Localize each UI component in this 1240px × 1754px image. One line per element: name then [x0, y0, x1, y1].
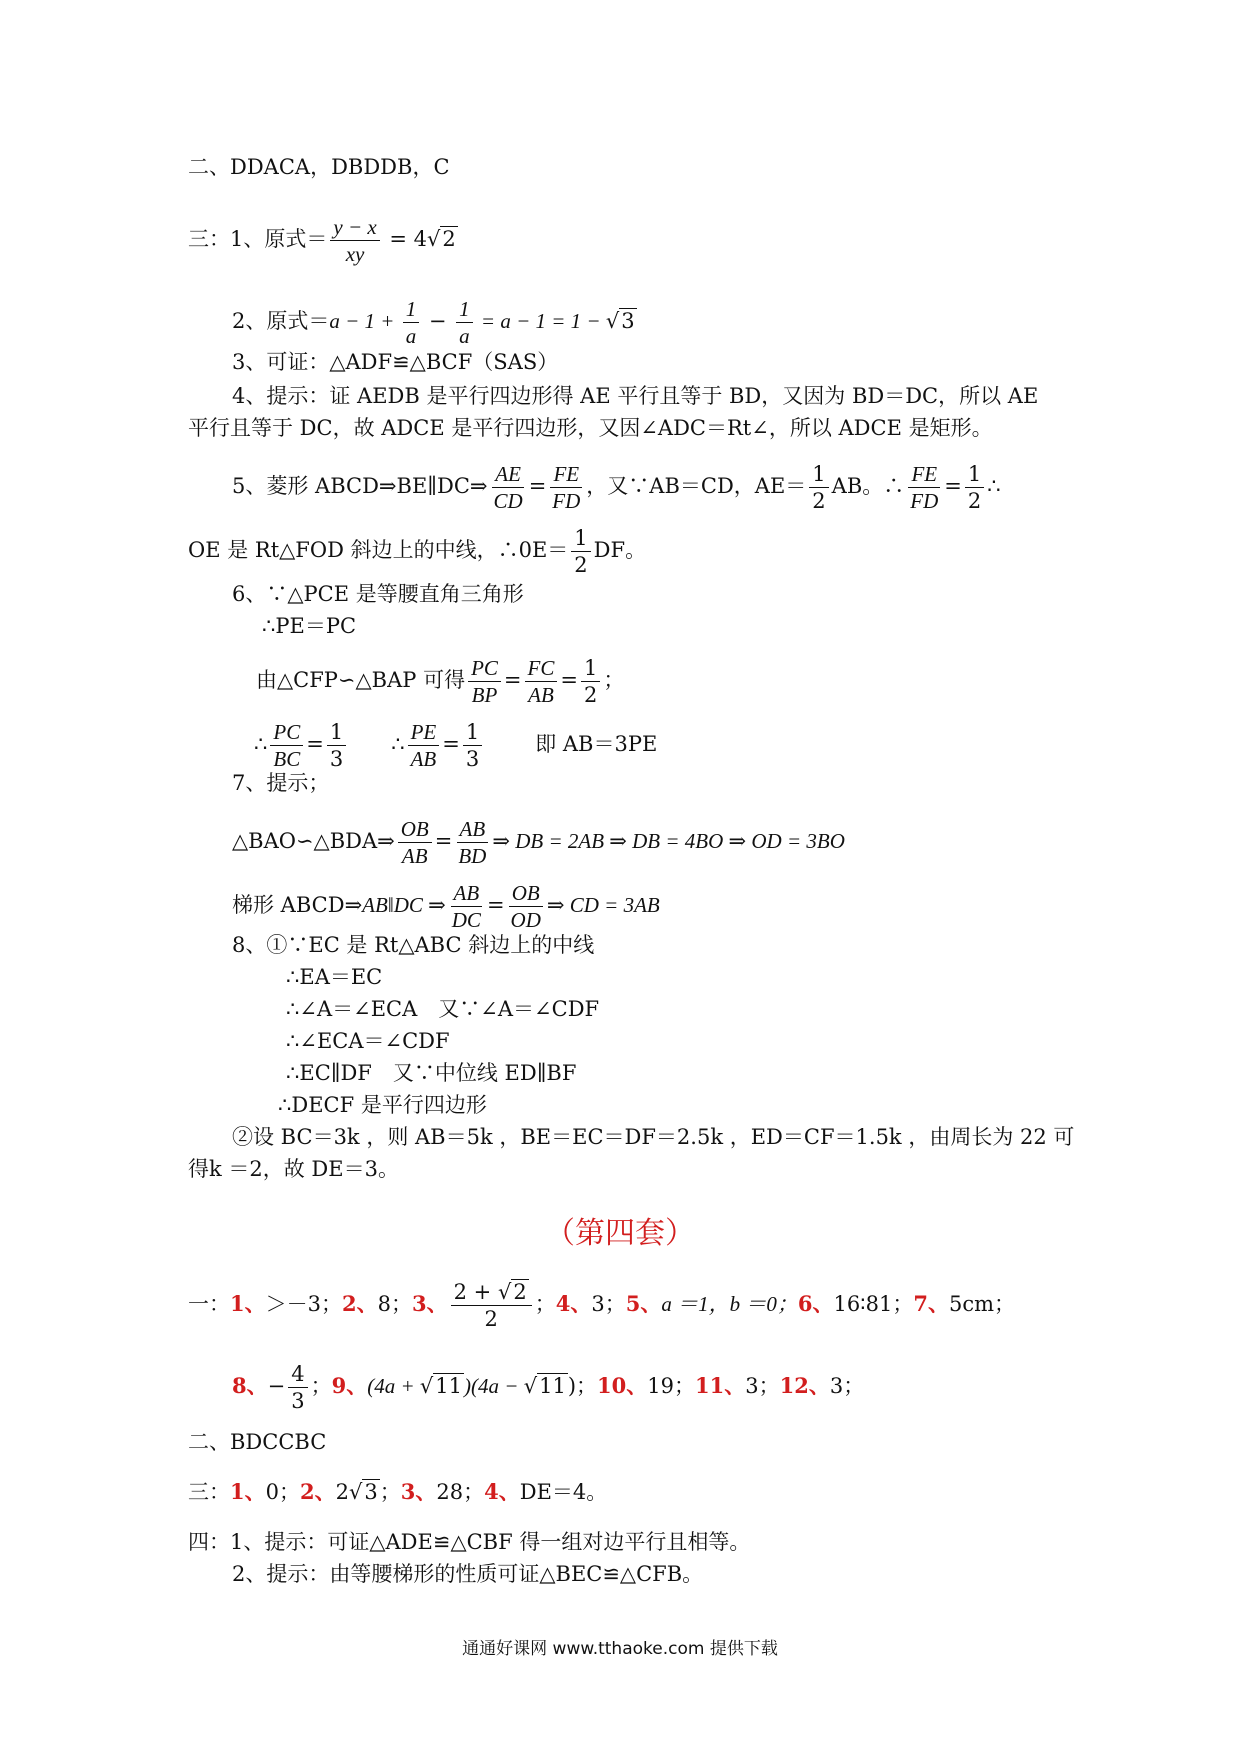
- fraction: [468, 656, 501, 707]
- answer-index: 3、: [412, 1291, 448, 1317]
- numerator: AB: [451, 881, 483, 907]
- part3-q1: [188, 215, 458, 266]
- part3-q8-line4: ∴∠ECA＝∠CDF: [286, 1029, 450, 1053]
- fraction: [491, 462, 526, 513]
- part3-label: 三：: [188, 227, 230, 252]
- denominator: a: [405, 324, 417, 349]
- q-text: 由△CFP∽△BAP 可得: [256, 668, 466, 693]
- part3-q7-line3: 梯形 ABCD⇒AB‖DC ⇒ $\frac{AB}{DC}$ = $\frac{OB}{OD}$ ⇒ CD = 3AB: [232, 881, 660, 933]
- answer: 3；: [591, 1292, 626, 1317]
- numerator: PC: [468, 656, 501, 682]
- denominator: BD: [458, 844, 487, 869]
- radicand: 3: [621, 309, 635, 334]
- denominator: a: [459, 324, 470, 349]
- answer: 16∶81；: [833, 1292, 914, 1317]
- part3-q6-line4: ∴ $\frac{PC}{BC}$ = $\frac{1}{3}$ ∴ $\frac{PE}{AB}$ = $\frac{1}{3}$ 即 AB＝3PE: [254, 720, 658, 772]
- numerator: y − x: [330, 215, 379, 241]
- part3-q6-line2: ∴PE＝PC: [262, 614, 357, 638]
- numerator: FC: [525, 656, 558, 682]
- answer-index: 9、: [331, 1373, 368, 1399]
- expr: =: [944, 474, 962, 499]
- numerator: [451, 1280, 532, 1306]
- part3-q8-line3: ∴∠A＝∠ECA 又∵∠A＝∠CDF: [286, 997, 600, 1021]
- part3-q8-line1: 8、①∵EC 是 Rt△ABC 斜边上的中线: [232, 933, 595, 957]
- expr: −: [422, 309, 454, 334]
- section-title: （第四套）: [545, 1216, 695, 1251]
- footer-credit: 通通好课网 www.tthaoke.com 提供下载: [462, 1639, 778, 1659]
- numerator: PE: [408, 720, 440, 746]
- answer-index: 4、: [484, 1479, 520, 1504]
- q-text: 梯形 ABCD⇒: [232, 893, 363, 918]
- sqrt: √3: [605, 309, 635, 334]
- answer: DE＝4。: [519, 1480, 608, 1504]
- q-text: ；: [603, 668, 625, 693]
- answer: 8；: [377, 1292, 412, 1317]
- denominator: AB: [410, 747, 437, 772]
- denominator: xy: [345, 242, 365, 267]
- set4-part1-line1: [188, 1280, 1015, 1331]
- denominator: 2: [583, 683, 598, 708]
- denominator: FD: [910, 489, 939, 514]
- expr: AB‖DC ⇒: [362, 893, 446, 918]
- set4-part4-line1: 四：1、提示：可证△ADE≌△CBF 得一组对边平行且相等。: [188, 1530, 751, 1554]
- expr: (4a +: [367, 1374, 420, 1399]
- q-text: OE 是 Rt△FOD 斜边上的中线，∴0E＝: [188, 538, 569, 563]
- denominator: 3: [291, 1389, 305, 1414]
- q-text: △BAO∽△BDA⇒: [232, 829, 395, 854]
- numerator: 1: [809, 462, 828, 488]
- denominator: 2: [484, 1307, 498, 1332]
- fraction: [809, 462, 828, 513]
- fraction: [508, 881, 544, 932]
- part3-q3: 3、可证：△ADF≌△BCF（SAS）: [232, 350, 559, 374]
- answer-index: 4、: [555, 1291, 592, 1317]
- part2-label: 二、: [188, 155, 230, 179]
- fraction: [451, 1280, 532, 1331]
- numerator: OB: [509, 881, 543, 907]
- numerator: FE: [908, 462, 940, 488]
- answer: ；: [310, 1374, 332, 1399]
- fraction: [288, 1362, 307, 1413]
- answer: ；: [379, 1480, 401, 1504]
- denominator: CD: [493, 489, 523, 514]
- q-text: 即 AB＝3PE: [535, 732, 658, 757]
- expr: = a − 1 = 1 −: [475, 309, 606, 334]
- set4-part3: [188, 1477, 607, 1507]
- fraction: [456, 297, 473, 348]
- numerator: AE: [492, 462, 524, 488]
- q-index: 2、: [232, 309, 267, 334]
- answer: 3；: [745, 1374, 780, 1399]
- part3-q5: [232, 462, 1001, 513]
- denominator: 2: [967, 489, 982, 514]
- numerator: OB: [398, 817, 432, 843]
- answer: 3；: [829, 1374, 865, 1399]
- fraction: [408, 720, 440, 771]
- fraction: [581, 656, 600, 707]
- answer-index: 2、: [342, 1291, 378, 1317]
- numerator: FE: [550, 462, 582, 488]
- radicand: 11: [435, 1374, 463, 1399]
- part2-answers: DDACA，DBDDB，C: [230, 155, 450, 179]
- expr: =: [528, 474, 547, 499]
- set4-part1-line2: [232, 1362, 864, 1413]
- part3-q8-line7: ②设 BC＝3k ，则 AB＝5k ，BE＝EC＝DF＝2.5k ，ED＝CF＝1.5k ，由周长为 22 可: [232, 1125, 1075, 1149]
- answer: ＞－3；: [265, 1292, 342, 1317]
- denominator: BC: [273, 747, 301, 772]
- part3-q8-line5: ∴EC∥DF 又∵中位线 ED∥BF: [286, 1061, 577, 1085]
- answer: 5cm；: [949, 1292, 1016, 1317]
- answer-index: 8、: [232, 1373, 268, 1399]
- answer: 0；: [265, 1480, 300, 1504]
- expr: a − 1 +: [329, 309, 400, 334]
- fraction: [270, 720, 303, 771]
- fraction: [398, 817, 432, 868]
- fraction: [907, 462, 941, 513]
- part3-q7-line1: 7、提示；: [232, 771, 330, 795]
- q-text: 原式＝: [264, 227, 328, 252]
- fraction: [965, 462, 984, 513]
- part3-q6-line1: 6、∵△PCE 是等腰直角三角形: [232, 582, 524, 606]
- numerator: 1: [965, 462, 984, 488]
- answer-index: 12、: [779, 1373, 830, 1399]
- q-text: AB。∴: [831, 474, 905, 499]
- fraction: [327, 720, 346, 771]
- denominator: 2: [812, 489, 826, 514]
- fraction: [455, 817, 489, 868]
- denominator: BP: [471, 683, 498, 708]
- sqrt: √2: [497, 1280, 527, 1304]
- sqrt: √11: [523, 1374, 566, 1399]
- expr: )；: [567, 1374, 598, 1399]
- sqrt: √11: [419, 1374, 463, 1399]
- answer: ；: [534, 1292, 556, 1317]
- numerator: 1: [456, 297, 473, 323]
- fraction: [571, 526, 590, 577]
- numerator: 4: [288, 1362, 307, 1388]
- denominator: AB: [401, 844, 428, 869]
- part3-q8-line8: 得k ＝2，故 DE＝3。: [188, 1157, 399, 1181]
- denominator: 2: [574, 553, 588, 578]
- fraction: [525, 656, 558, 707]
- sqrt: √2: [427, 227, 456, 252]
- answer-index: 11、: [695, 1373, 746, 1399]
- part3-q7-line2: △BAO∽△BDA⇒ $\frac{OB}{AB}$ = $\frac{AB}{BD}$ ⇒ DB = 2AB ⇒ DB = 4BO ⇒ OD = 3BO: [232, 817, 845, 869]
- set4-part1-label: 一：: [188, 1292, 230, 1317]
- answer-index: 1、: [230, 1291, 266, 1317]
- numerator: 1: [327, 720, 346, 746]
- answer-index: 2、: [300, 1479, 336, 1504]
- answer: 19；: [647, 1374, 695, 1399]
- fraction: [449, 881, 484, 932]
- denominator: FD: [552, 489, 581, 514]
- denominator: 3: [329, 747, 344, 772]
- denominator: DC: [451, 908, 481, 933]
- fraction: [403, 297, 420, 348]
- answer-index: 7、: [913, 1291, 949, 1317]
- expr: ⇒ CD = 3AB: [546, 893, 660, 918]
- denominator: OD: [510, 908, 541, 933]
- part3-q4-line1: 4、提示：证 AEDB 是平行四边形得 AE 平行且等于 BD，又因为 BD＝DC，所以 AE: [232, 384, 1039, 408]
- numerator: AB: [457, 817, 489, 843]
- radicand: 3: [364, 1480, 378, 1504]
- part3-q8-line6: ∴DECF 是平行四边形: [278, 1093, 487, 1117]
- radicand: 2: [513, 1280, 527, 1304]
- q-text: 5、菱形 ABCD⇒BE∥DC⇒: [232, 474, 488, 499]
- answer-index: 1、: [230, 1479, 266, 1504]
- answer-index: 3、: [400, 1479, 437, 1504]
- denominator: AB: [528, 683, 554, 708]
- numerator: 1: [571, 526, 590, 552]
- part3-q2: [232, 297, 637, 348]
- numerator: 1: [403, 297, 420, 323]
- numerator: 1: [581, 656, 600, 682]
- q-index: 1、: [230, 227, 265, 252]
- answer: −: [267, 1374, 286, 1399]
- q-text: ∴: [254, 732, 268, 757]
- expr: )(4a −: [464, 1374, 524, 1399]
- part3-q4-line2: 平行且等于 DC，故 ADCE 是平行四边形，又因∠ADC＝Rt∠，所以 ADCE 是矩形。: [188, 416, 993, 440]
- part3-q6-line3: 由△CFP∽△BAP 可得 $\frac{PC}{BP}$ = $\frac{FC}{AB}$ = $\frac{1}{2}$ ；: [256, 656, 625, 708]
- q-text: DF。: [593, 538, 647, 563]
- part2-line: [188, 152, 450, 182]
- q-text: ∴: [391, 732, 405, 757]
- q-text: 原式＝: [266, 309, 330, 334]
- radicand: 11: [539, 1374, 566, 1399]
- denominator: 3: [465, 747, 480, 772]
- answer-index: 5、: [625, 1291, 662, 1317]
- radicand: 2: [442, 227, 456, 252]
- answer-index: 10、: [597, 1373, 648, 1399]
- fraction: [463, 720, 482, 771]
- numerator: 1: [463, 720, 482, 746]
- part3-q8-line2: ∴EA＝EC: [286, 965, 383, 989]
- answer: 2: [335, 1480, 349, 1504]
- fraction: [330, 215, 379, 266]
- q-text: = 4: [382, 227, 427, 252]
- fraction: [549, 462, 583, 513]
- set4-part4-line2: 2、提示：由等腰梯形的性质可证△BEC≌△CFB。: [232, 1562, 704, 1586]
- expr: 2 +: [453, 1280, 498, 1304]
- expr: ⇒ DB = 2AB ⇒ DB = 4BO ⇒ OD = 3BO: [492, 829, 845, 854]
- answer: 28；: [436, 1480, 485, 1504]
- set4-part2: 二、BDCCBC: [188, 1430, 327, 1454]
- numerator: PC: [270, 720, 303, 746]
- answer: a ＝1，b ＝0；: [661, 1292, 798, 1317]
- answer-index: 6、: [797, 1291, 834, 1317]
- q-text: ∴: [987, 474, 1001, 499]
- sqrt: √3: [349, 1480, 378, 1504]
- q-text: ，又∵AB＝CD，AE＝: [586, 474, 807, 499]
- part3-q5-line2: [188, 526, 646, 577]
- set4-part3-label: 三：: [188, 1480, 230, 1504]
